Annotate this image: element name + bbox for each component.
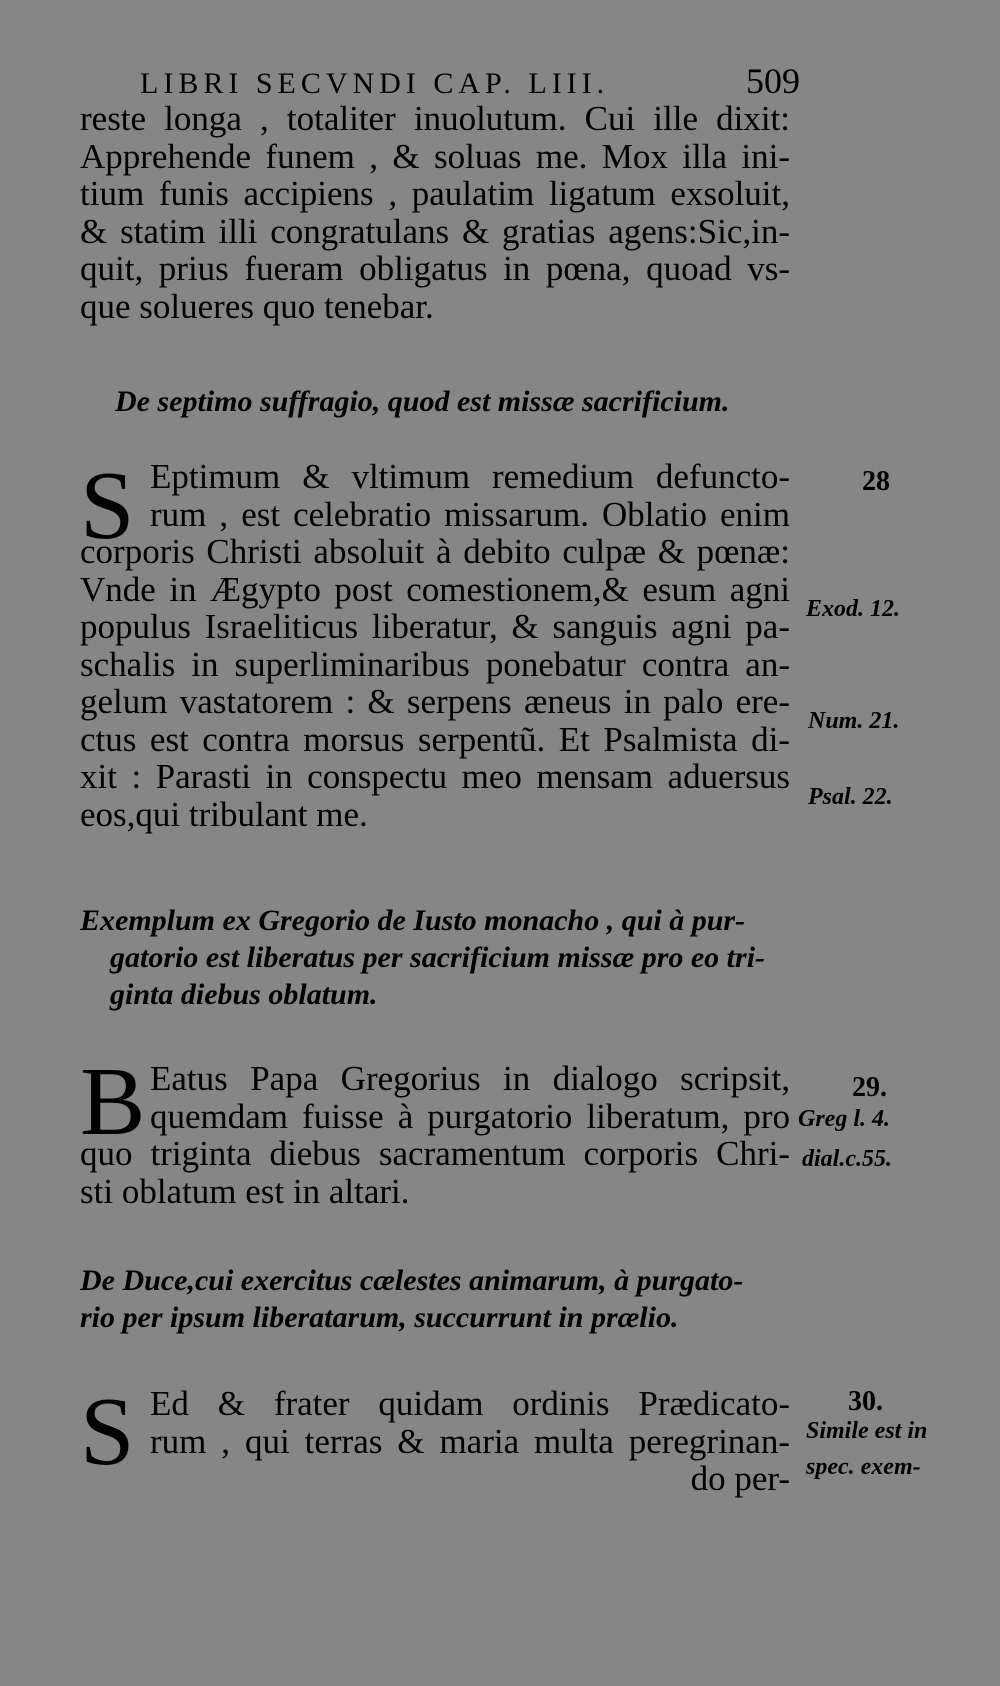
text-line: tium funis accipiens , paulatim ligatum exsoluit, xyxy=(80,174,790,213)
drop-cap: B xyxy=(80,1048,146,1156)
margin-citation: Simile est in xyxy=(806,1418,928,1444)
text-line: & statim illi congratulans & gratias agens:Sic,in- xyxy=(80,211,790,251)
margin-section-number: 30. xyxy=(848,1386,883,1417)
heading-line: gatorio est liberatus per sacrificium missæ pro eo tri- xyxy=(110,941,766,974)
text-line: populus Israeliticus liberatur, & sanguis agni pa- xyxy=(80,607,790,646)
section-heading xyxy=(80,902,800,1013)
text-line: corporis Christi absoluit à debito culpæ & pœnæ: xyxy=(80,532,790,571)
page-number: 509 xyxy=(746,61,800,101)
heading-line: ginta diebus oblatum. xyxy=(110,978,378,1011)
drop-cap: S xyxy=(80,1378,135,1486)
text-line: rum , qui terras & maria multa peregrinan- xyxy=(150,1421,790,1461)
margin-citation: dial.c.55. xyxy=(802,1146,892,1172)
text-line: Eptimum & vltimum remedium defuncto- xyxy=(150,457,790,496)
text-line: Vnde in Ægypto post comestionem,& esum agni xyxy=(80,569,790,609)
text-line: reste longa , totaliter inuolutum. Cui ille dixit: xyxy=(80,99,790,138)
text-line: Eatus Papa Gregorius in dialogo scripsit, xyxy=(150,1059,790,1098)
text-line: Apprehende funem , & soluas me. Mox illa ini- xyxy=(80,136,790,176)
paragraph-continuation xyxy=(80,100,790,325)
heading-line: De septimo suffragio, quod est missæ sacrificium. xyxy=(115,385,730,418)
section-heading xyxy=(115,383,835,420)
heading-line: rio per ipsum liberatarum, succurrunt in prælio. xyxy=(80,1301,679,1334)
text-line: ctus est contra morsus serpentũ. Et Psalmista di- xyxy=(80,719,790,759)
heading-line: De Duce,cui exercitus cælestes animarum, à purgato- xyxy=(80,1264,744,1297)
text-line: eos,qui tribulant me. xyxy=(80,794,368,834)
margin-citation: Greg l. 4. xyxy=(798,1106,890,1132)
paragraph xyxy=(80,1378,790,1498)
text-line: Ed & frater quidam ordinis Prædicato- xyxy=(150,1384,790,1423)
text-line: sti oblatum est in altari. xyxy=(80,1171,410,1211)
text-line: quit, prius fueram obligatus in pœna, quoad vs- xyxy=(80,249,790,288)
text-line: xit : Parasti in conspectu meo mensam aduersus xyxy=(80,757,790,796)
paragraph xyxy=(80,452,790,834)
paragraph xyxy=(80,1048,790,1211)
text-line: gelum vastatorem : & serpens æneus in palo ere- xyxy=(80,682,790,721)
text-line: schalis in superliminaribus ponebatur contra an- xyxy=(80,644,790,684)
running-header xyxy=(140,60,800,102)
margin-section-number: 29. xyxy=(852,1072,887,1103)
text-line: quo triginta diebus sacramentum corporis Chri- xyxy=(80,1134,790,1173)
text-line: rum , est celebratio missarum. Oblatio enim xyxy=(150,494,790,534)
section-heading xyxy=(80,1262,800,1336)
text-line: quemdam fuisse à purgatorio liberatum, pro xyxy=(150,1096,790,1136)
text-line: que solueres quo tenebar. xyxy=(80,286,434,326)
margin-citation: Psal. 22. xyxy=(808,784,893,810)
margin-citation: Exod. 12. xyxy=(806,596,901,622)
running-title: LIBRI SECVNDI CAP. LIII. xyxy=(140,67,610,100)
drop-cap: S xyxy=(80,452,135,560)
catchword-line: do per- xyxy=(690,1459,790,1498)
margin-section-number: 28 xyxy=(862,466,890,497)
margin-citation: Num. 21. xyxy=(808,708,900,734)
heading-line: Exemplum ex Gregorio de Iusto monacho , qui à pur- xyxy=(80,904,746,937)
margin-citation: spec. exem- xyxy=(806,1454,921,1480)
